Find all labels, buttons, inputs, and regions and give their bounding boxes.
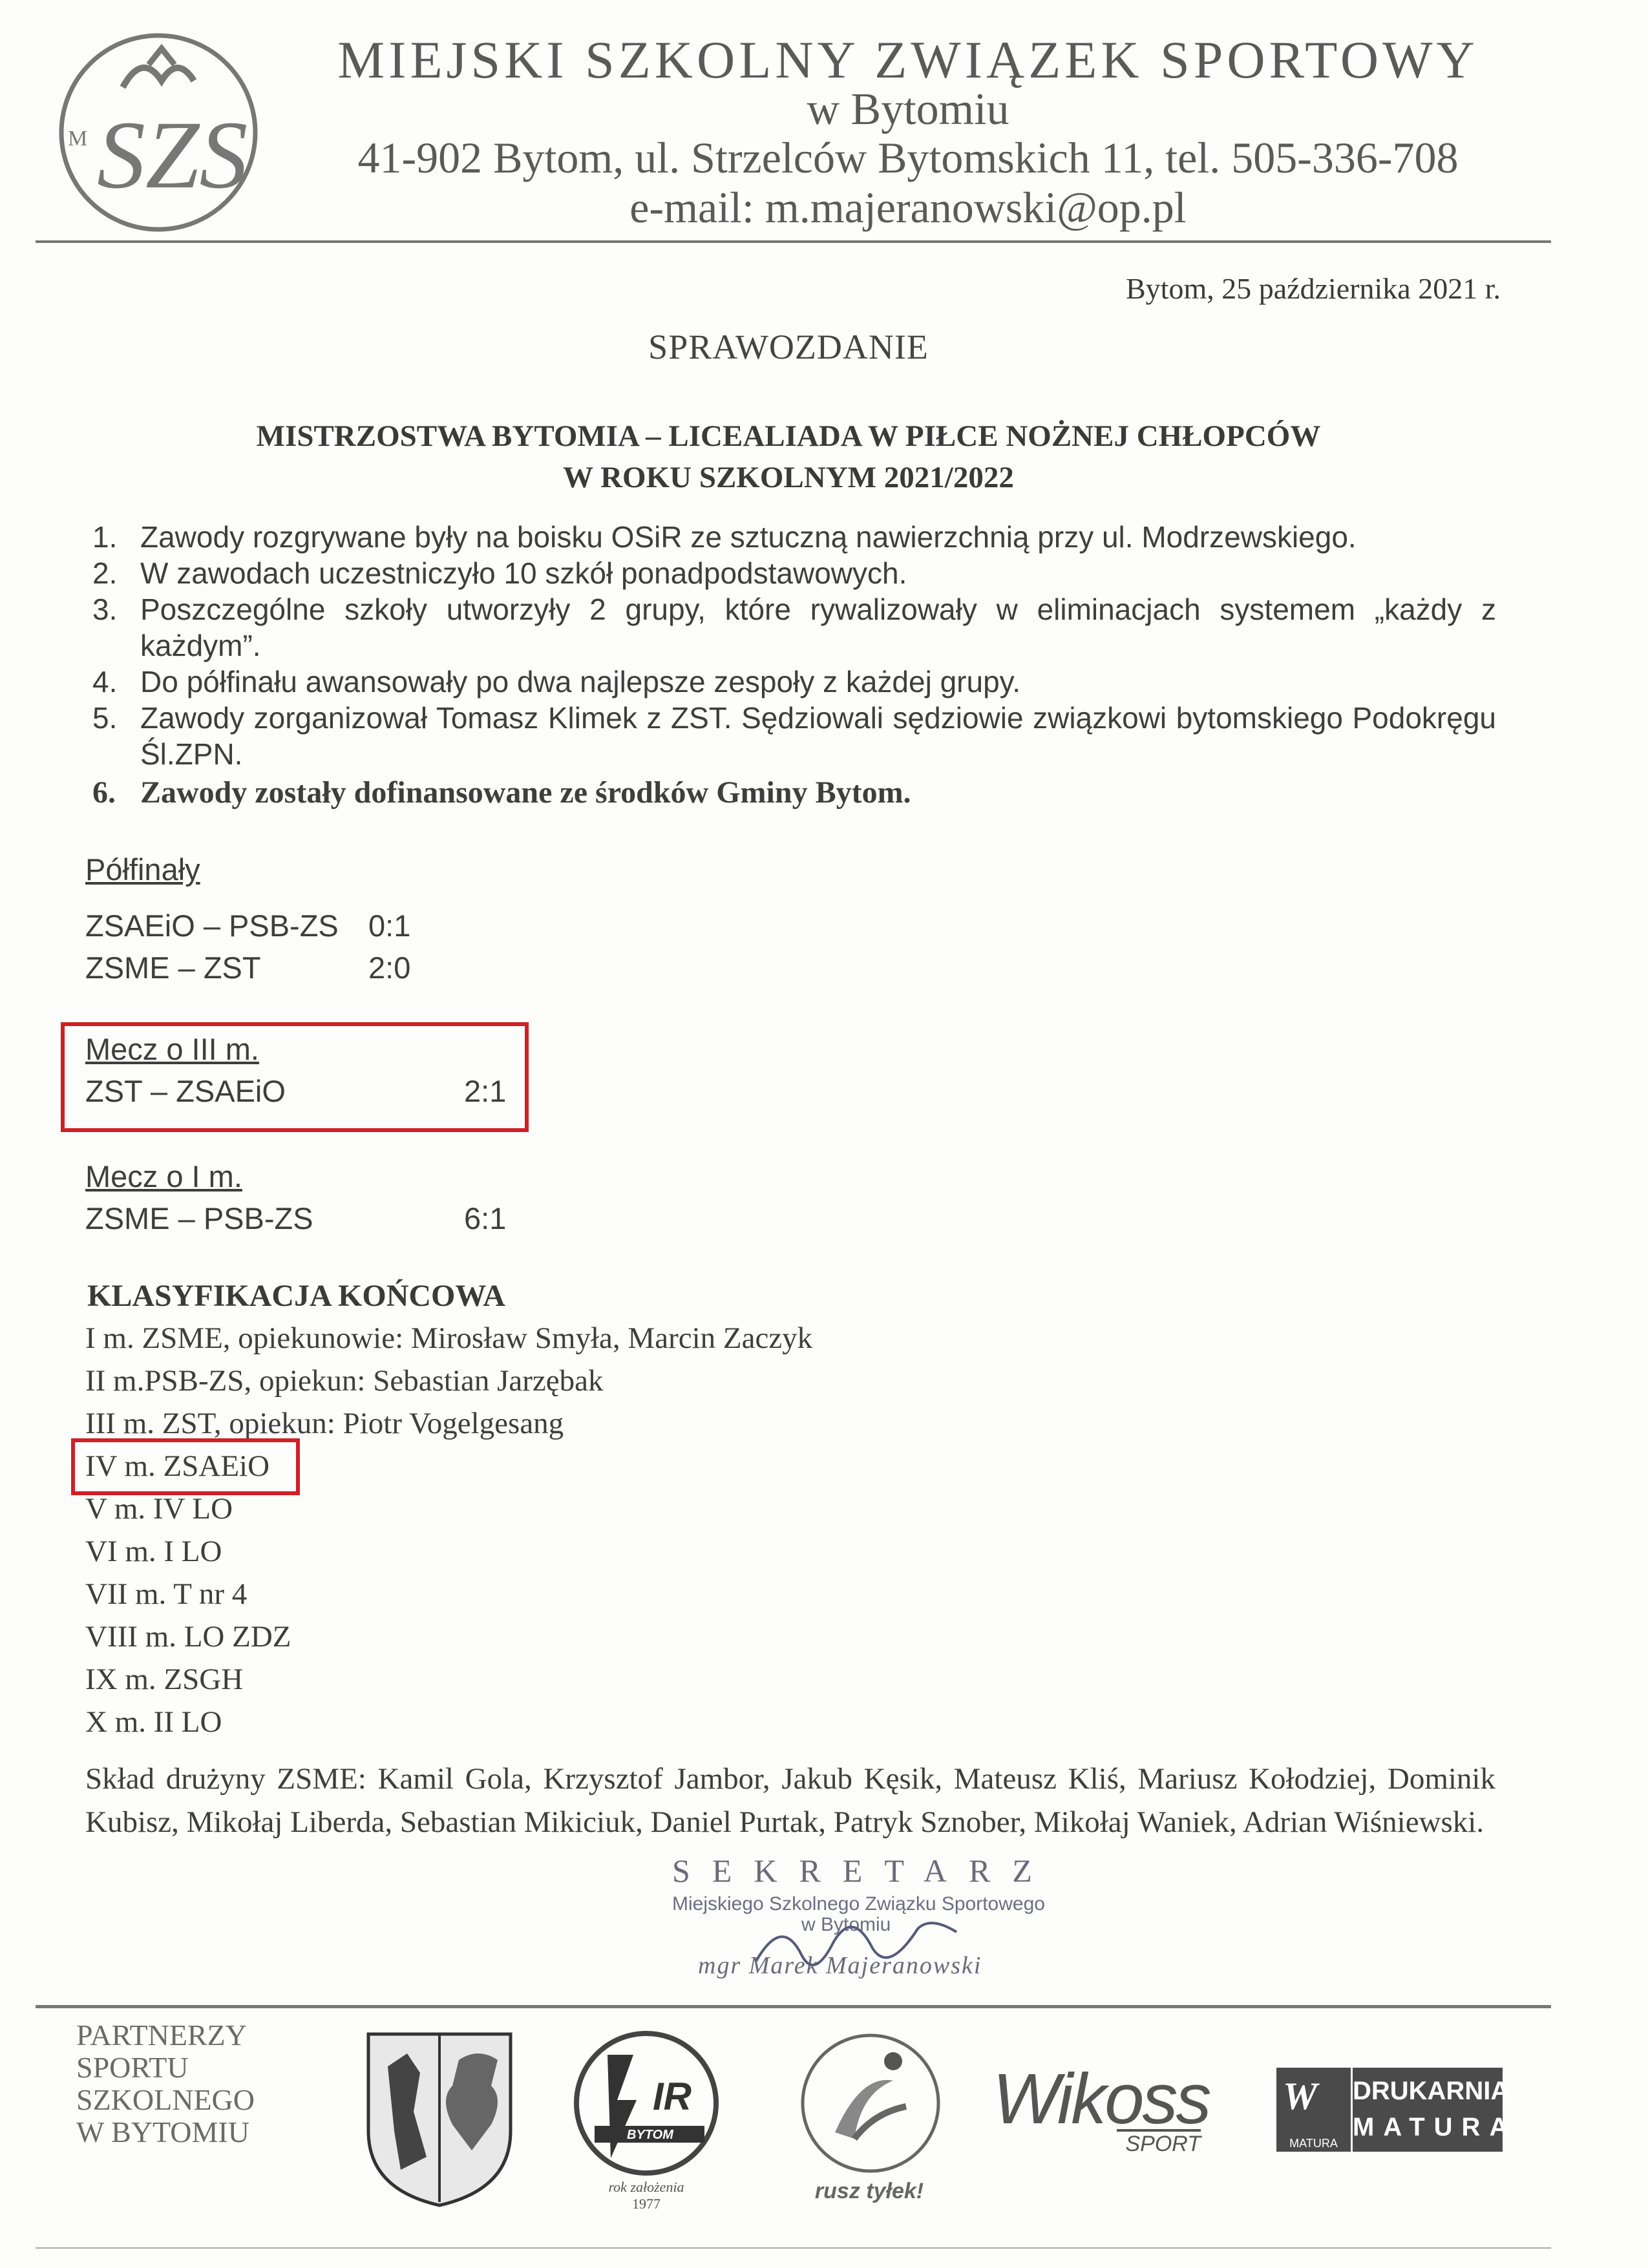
drukarnia-matura-logo [1353, 2068, 1517, 2152]
classification-heading: KLASYFIKACJA KOŃCOWA [87, 1279, 505, 1313]
wikoss-sport: SPORT [1117, 2129, 1201, 2157]
match-teams: ZSME – PSB-ZS [85, 1201, 313, 1235]
squad-paragraph: Skład drużyny ZSME: Kamil Gola, Krzysztof Jambor, Jakub Kęsik, Mateusz Kliś, Mariusz Kołodziej, Dominik Kubisz, Mikołaj Liberda, Sebastian Mikiciuk, Daniel Purtak, Patryk Sznober, Mikołaj Waniek, Adrian Wiśniewski. [85, 1762, 1495, 1839]
org-email[interactable]: e-mail: m.majeranowski@op.pl [629, 183, 1187, 232]
svg-text:IR: IR [653, 2075, 692, 2118]
match-teams: ZSME – ZST [85, 950, 261, 985]
handwritten-signature [750, 1909, 969, 1987]
list-item [87, 700, 1496, 772]
match-teams: ZSAEiO – PSB-ZS [85, 908, 339, 943]
stamp-line1: Miejskiego Szkolnego Związku Sportowego [672, 1893, 1045, 1915]
final-heading: Mecz o I m. [85, 1159, 242, 1193]
stamp-title: SEKRETARZ [672, 1853, 1054, 1889]
place-row: VI m. I LO [85, 1535, 222, 1568]
report-points [87, 519, 1496, 811]
footer-divider [36, 2005, 1551, 2008]
item-number: 5. [92, 701, 118, 735]
list-item [87, 664, 1496, 700]
svg-text:SZS: SZS [97, 101, 248, 209]
osir-year: 1977 [632, 2196, 660, 2212]
partners-line: PARTNERZY [76, 2019, 247, 2052]
item-number: 3. [92, 593, 118, 626]
rusz-tylek-text: rusz tyłek! [814, 2179, 924, 2203]
place-row: VIII m. LO ZDZ [85, 1620, 291, 1654]
document-date: Bytom, 25 października 2021 r. [1126, 272, 1501, 305]
document-type: SPRAWOZDANIE [648, 328, 929, 366]
partners-line: SPORTU [76, 2051, 189, 2084]
mszs-logo [52, 26, 265, 239]
place-row: V m. IV LO [85, 1492, 233, 1526]
document-title-line1: MISTRZOSTWA BYTOMIA – LICEALIADA W PIŁCE NOŻNEJ CHŁOPCÓW [256, 419, 1321, 453]
list-item [87, 591, 1496, 664]
place-row: IX m. ZSGH [85, 1663, 244, 1696]
osir-logo [569, 2029, 724, 2178]
drukarnia-text: DRUKARNIA [1353, 2077, 1510, 2105]
wikoss-logo: Wikoss [993, 2059, 1210, 2139]
match-score: 0:1 [368, 908, 411, 943]
partners-label [76, 2019, 255, 2148]
item-text: Poszczególne szkoły utworzyły 2 grupy, które rywalizowały w eliminacjach systemem „każdy z każdym”. [140, 593, 1496, 662]
classification-list [85, 1317, 812, 1743]
document-title-line2: W ROKU SZKOLNYM 2021/2022 [563, 461, 1014, 494]
place-row: III m. ZST, opiekun: Piotr Vogelgesang [85, 1407, 564, 1440]
bytom-coat-of-arms [362, 2028, 517, 2209]
org-name: MIEJSKI SZKOLNY ZWIĄZEK SPORTOWY [337, 30, 1479, 89]
item-text: Do półfinału awansowały po dwa najlepsze zespoły z każdej grupy. [140, 665, 1021, 698]
org-address: 41-902 Bytom, ul. Strzelców Bytomskich 11, tel. 505-336-708 [357, 133, 1459, 182]
place-row: IV m. ZSAEiO [85, 1449, 270, 1483]
partners-line: SZKOLNEGO [76, 2083, 255, 2116]
osir-year-label: rok założenia [608, 2179, 684, 2195]
item-number: 1. [92, 520, 118, 554]
match-score: 2:1 [464, 1074, 507, 1108]
partners-line: W BYTOMIU [76, 2116, 249, 2148]
matura-icon: W MATURA [1276, 2068, 1351, 2152]
match-teams: ZST – ZSAEiO [85, 1074, 286, 1108]
item-text: Zawody zostały dofinansowane ze środków Gminy Bytom. [140, 775, 911, 810]
rusz-tylek-logo [796, 2029, 945, 2178]
matura-text: MATURA [1353, 2113, 1517, 2141]
org-city: w Bytomiu [807, 85, 1009, 134]
item-text: Zawody rozgrywane były na boisku OSiR ze sztuczną nawierzchnią przy ul. Modrzewskiego. [140, 520, 1357, 554]
place-row: II m.PSB-ZS, opiekun: Sebastian Jarzębak [85, 1364, 604, 1398]
third-place-heading: Mecz o III m. [85, 1032, 259, 1066]
list-item [87, 775, 1496, 811]
bottom-edge-line [36, 2247, 1551, 2249]
place-row: I m. ZSME, opiekunowie: Mirosław Smyła, Marcin Zaczyk [85, 1321, 813, 1355]
match-score: 6:1 [464, 1201, 507, 1235]
svg-text:M: M [68, 127, 88, 151]
fourth-place-highlight [71, 1438, 300, 1495]
osir-band-text: BYTOM [627, 2128, 673, 2142]
match-score: 2:0 [368, 950, 411, 985]
semifinals-heading: Półfinały [85, 852, 200, 887]
list-item [87, 555, 1496, 591]
place-row: VII m. T nr 4 [85, 1577, 248, 1611]
item-number: 6. [92, 775, 116, 810]
item-text: Zawody zorganizował Tomasz Klimek z ZST. Sędziowali sędziowie związkowi bytomskiego Podokręgu Śl.ZPN. [140, 701, 1496, 771]
matura-small-text: MATURA [1289, 2137, 1338, 2150]
stamp-line2: w Bytomiu [801, 1914, 891, 1935]
item-text: W zawodach uczestniczyło 10 szkół ponadpodstawowych. [140, 556, 907, 590]
header-divider [36, 240, 1551, 243]
item-number: 4. [92, 665, 118, 698]
item-number: 2. [92, 556, 118, 590]
place-row: X m. II LO [85, 1705, 222, 1739]
stamp-signatory: mgr Marek Majeranowski [698, 1952, 982, 1979]
list-item [87, 519, 1496, 555]
